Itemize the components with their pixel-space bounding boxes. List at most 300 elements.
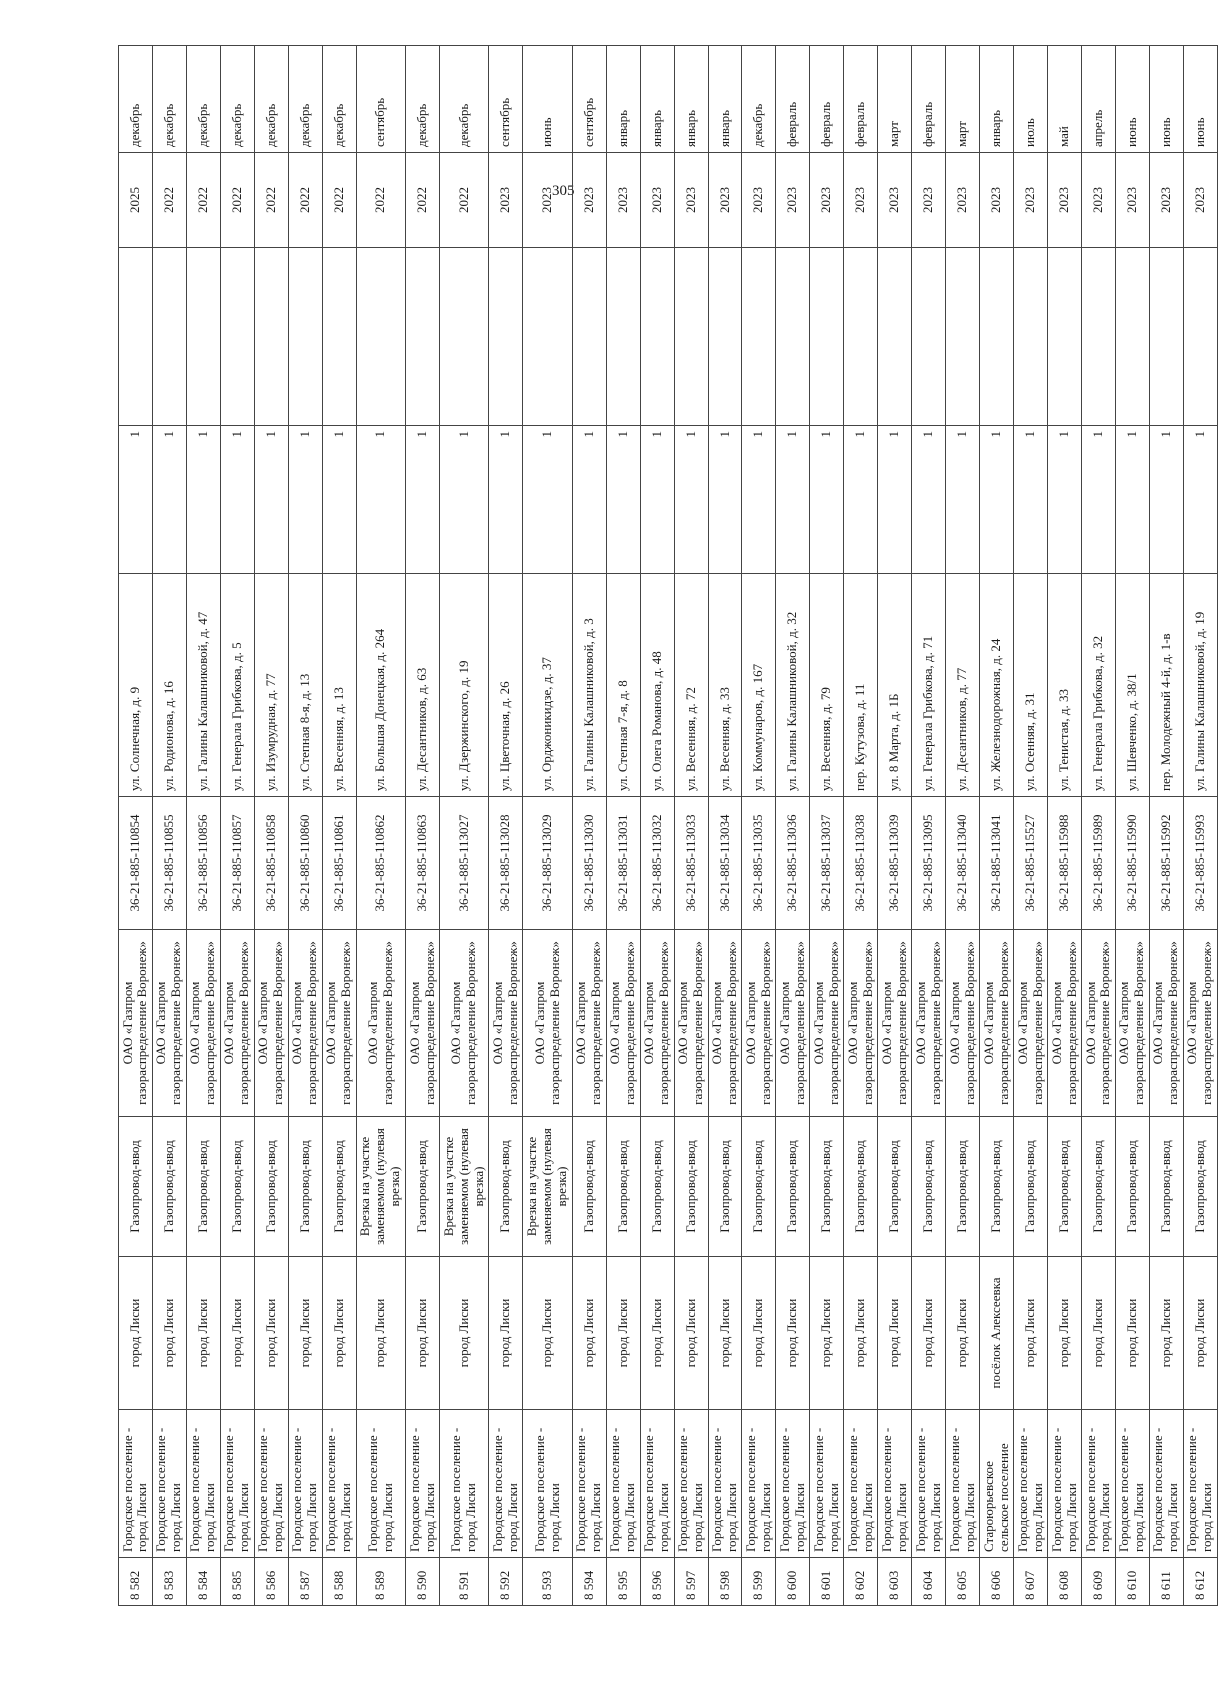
table-row	[523, 46, 572, 1606]
cell-municipality: Городское поселение - город Лиски	[640, 1410, 674, 1558]
cell-settlement: город Лиски	[288, 1257, 322, 1410]
cell-owner: ОАО «Газпром газораспределение Воронеж»	[220, 930, 254, 1117]
cell-empty-cell	[708, 248, 742, 426]
cell-municipality: Городское поселение - город Лиски	[152, 1410, 186, 1558]
cell-address: ул. Генерала Грибкова, д. 5	[220, 574, 254, 797]
table-row	[640, 46, 674, 1606]
cell-quantity: 1	[776, 426, 810, 574]
cell-municipality: Городское поселение - город Лиски	[406, 1410, 440, 1558]
cell-year: 2022	[254, 153, 288, 248]
cell-year: 2023	[523, 153, 572, 248]
table-row	[356, 46, 405, 1606]
table-row	[912, 46, 946, 1606]
cell-owner: ОАО «Газпром газораспределение Воронеж»	[708, 930, 742, 1117]
cell-address: ул. Коммунаров, д. 167	[742, 574, 776, 797]
cell-owner: ОАО «Газпром газораспределение Воронеж»	[878, 930, 912, 1117]
cell-empty-cell	[606, 248, 640, 426]
cell-object-type: Газопровод-ввод	[1183, 1117, 1217, 1257]
cell-settlement: город Лиски	[878, 1257, 912, 1410]
cell-row-number: 8 585	[220, 1558, 254, 1606]
table-row	[946, 46, 980, 1606]
cell-address: ул. Дзержинского, д. 19	[440, 574, 489, 797]
cell-owner: ОАО «Газпром газораспределение Воронеж»	[523, 930, 572, 1117]
cell-object-code: 36-21-885-110863	[406, 797, 440, 930]
table-row	[878, 46, 912, 1606]
cell-empty-cell	[523, 248, 572, 426]
cell-row-number: 8 591	[440, 1558, 489, 1606]
cell-owner: ОАО «Газпром газораспределение Воронеж»	[356, 930, 405, 1117]
cell-municipality: Городское поселение - город Лиски	[1048, 1410, 1082, 1558]
cell-settlement: город Лиски	[254, 1257, 288, 1410]
cell-settlement: город Лиски	[776, 1257, 810, 1410]
cell-settlement: город Лиски	[674, 1257, 708, 1410]
cell-object-type: Врезка на участке заменяемом (нулевая врезка)	[356, 1117, 405, 1257]
cell-row-number: 8 584	[186, 1558, 220, 1606]
cell-municipality: Староюрьевское сельское поселение	[980, 1410, 1014, 1558]
cell-owner: ОАО «Газпром газораспределение Воронеж»	[1082, 930, 1116, 1117]
cell-municipality: Городское поселение - город Лиски	[742, 1410, 776, 1558]
cell-quantity: 1	[1014, 426, 1048, 574]
cell-settlement: город Лиски	[1149, 1257, 1183, 1410]
cell-settlement: город Лиски	[119, 1257, 153, 1410]
cell-row-number: 8 611	[1149, 1558, 1183, 1606]
cell-object-code: 36-21-885-113029	[523, 797, 572, 930]
cell-month: июнь	[1115, 46, 1149, 153]
cell-empty-cell	[440, 248, 489, 426]
cell-object-code: 36-21-885-115990	[1115, 797, 1149, 930]
cell-address: ул. Весенняя, д. 13	[322, 574, 356, 797]
cell-quantity: 1	[356, 426, 405, 574]
cell-owner: ОАО «Газпром газораспределение Воронеж»	[186, 930, 220, 1117]
cell-municipality: Городское поселение - город Лиски	[1115, 1410, 1149, 1558]
cell-municipality: Городское поселение - город Лиски	[186, 1410, 220, 1558]
cell-row-number: 8 605	[946, 1558, 980, 1606]
cell-month: декабрь	[220, 46, 254, 153]
cell-row-number: 8 607	[1014, 1558, 1048, 1606]
cell-year: 2023	[572, 153, 606, 248]
cell-month: май	[1048, 46, 1082, 153]
cell-year: 2023	[1183, 153, 1217, 248]
cell-object-type: Газопровод-ввод	[220, 1117, 254, 1257]
cell-owner: ОАО «Газпром газораспределение Воронеж»	[440, 930, 489, 1117]
cell-object-code: 36-21-885-110860	[288, 797, 322, 930]
cell-row-number: 8 601	[810, 1558, 844, 1606]
cell-settlement: город Лиски	[440, 1257, 489, 1410]
cell-empty-cell	[742, 248, 776, 426]
cell-row-number: 8 596	[640, 1558, 674, 1606]
cell-object-type: Газопровод-ввод	[1115, 1117, 1149, 1257]
cell-owner: ОАО «Газпром газораспределение Воронеж»	[1183, 930, 1217, 1117]
cell-settlement: город Лиски	[742, 1257, 776, 1410]
cell-row-number: 8 593	[523, 1558, 572, 1606]
cell-month: декабрь	[322, 46, 356, 153]
cell-empty-cell	[119, 248, 153, 426]
cell-owner: ОАО «Газпром газораспределение Воронеж»	[322, 930, 356, 1117]
cell-object-type: Газопровод-ввод	[288, 1117, 322, 1257]
cell-year: 2023	[1082, 153, 1116, 248]
table-row	[742, 46, 776, 1606]
table-row	[288, 46, 322, 1606]
cell-object-type: Газопровод-ввод	[152, 1117, 186, 1257]
cell-empty-cell	[844, 248, 878, 426]
cell-quantity: 1	[406, 426, 440, 574]
cell-address: ул. Галины Калашниковой, д. 3	[572, 574, 606, 797]
cell-row-number: 8 606	[980, 1558, 1014, 1606]
cell-row-number: 8 609	[1082, 1558, 1116, 1606]
cell-object-code: 36-21-885-113030	[572, 797, 606, 930]
cell-object-code: 36-21-885-115988	[1048, 797, 1082, 930]
cell-quantity: 1	[640, 426, 674, 574]
cell-year: 2023	[1014, 153, 1048, 248]
cell-object-type: Газопровод-ввод	[946, 1117, 980, 1257]
cell-owner: ОАО «Газпром газораспределение Воронеж»	[810, 930, 844, 1117]
cell-quantity: 1	[946, 426, 980, 574]
cell-row-number: 8 594	[572, 1558, 606, 1606]
cell-empty-cell	[1082, 248, 1116, 426]
cell-settlement: город Лиски	[708, 1257, 742, 1410]
cell-month: июнь	[1149, 46, 1183, 153]
cell-municipality: Городское поселение - город Лиски	[708, 1410, 742, 1558]
table-row	[119, 46, 153, 1606]
cell-settlement: город Лиски	[844, 1257, 878, 1410]
cell-month: апрель	[1082, 46, 1116, 153]
cell-month: декабрь	[406, 46, 440, 153]
cell-empty-cell	[1014, 248, 1048, 426]
cell-settlement: город Лиски	[572, 1257, 606, 1410]
cell-address: ул. Десантников, д. 77	[946, 574, 980, 797]
cell-owner: ОАО «Газпром газораспределение Воронеж»	[674, 930, 708, 1117]
cell-quantity: 1	[1115, 426, 1149, 574]
cell-municipality: Городское поселение - город Лиски	[844, 1410, 878, 1558]
cell-municipality: Городское поселение - город Лиски	[254, 1410, 288, 1558]
cell-quantity: 1	[912, 426, 946, 574]
cell-owner: ОАО «Газпром газораспределение Воронеж»	[1115, 930, 1149, 1117]
cell-row-number: 8 610	[1115, 1558, 1149, 1606]
cell-object-type: Газопровод-ввод	[844, 1117, 878, 1257]
cell-month: январь	[980, 46, 1014, 153]
cell-year: 2023	[640, 153, 674, 248]
cell-row-number: 8 598	[708, 1558, 742, 1606]
cell-row-number: 8 586	[254, 1558, 288, 1606]
cell-object-type: Газопровод-ввод	[708, 1117, 742, 1257]
cell-owner: ОАО «Газпром газораспределение Воронеж»	[152, 930, 186, 1117]
cell-municipality: Городское поселение - город Лиски	[572, 1410, 606, 1558]
cell-object-code: 36-21-885-113033	[674, 797, 708, 930]
cell-object-code: 36-21-885-115989	[1082, 797, 1116, 930]
cell-municipality: Городское поселение - город Лиски	[440, 1410, 489, 1558]
cell-empty-cell	[1115, 248, 1149, 426]
cell-row-number: 8 604	[912, 1558, 946, 1606]
cell-month: декабрь	[288, 46, 322, 153]
cell-year: 2022	[322, 153, 356, 248]
cell-municipality: Городское поселение - город Лиски	[810, 1410, 844, 1558]
cell-quantity: 1	[810, 426, 844, 574]
cell-row-number: 8 600	[776, 1558, 810, 1606]
cell-object-type: Газопровод-ввод	[322, 1117, 356, 1257]
cell-quantity: 1	[523, 426, 572, 574]
cell-year: 2023	[1048, 153, 1082, 248]
cell-municipality: Городское поселение - город Лиски	[776, 1410, 810, 1558]
cell-object-type: Газопровод-ввод	[606, 1117, 640, 1257]
cell-address: ул. Тенистая, д. 33	[1048, 574, 1082, 797]
cell-year: 2023	[912, 153, 946, 248]
cell-row-number: 8 590	[406, 1558, 440, 1606]
cell-settlement: город Лиски	[1082, 1257, 1116, 1410]
cell-object-type: Газопровод-ввод	[1048, 1117, 1082, 1257]
cell-municipality: Городское поселение - город Лиски	[878, 1410, 912, 1558]
cell-settlement: город Лиски	[640, 1257, 674, 1410]
cell-quantity: 1	[878, 426, 912, 574]
cell-month: февраль	[776, 46, 810, 153]
table-row	[708, 46, 742, 1606]
cell-month: январь	[606, 46, 640, 153]
cell-quantity: 1	[606, 426, 640, 574]
cell-empty-cell	[406, 248, 440, 426]
cell-row-number: 8 597	[674, 1558, 708, 1606]
cell-year: 2022	[152, 153, 186, 248]
cell-empty-cell	[674, 248, 708, 426]
cell-quantity: 1	[322, 426, 356, 574]
cell-object-type: Газопровод-ввод	[572, 1117, 606, 1257]
cell-address: ул. Степная 7-я, д. 8	[606, 574, 640, 797]
cell-address: ул. Родионова, д. 16	[152, 574, 186, 797]
cell-month: февраль	[844, 46, 878, 153]
cell-month: сентябрь	[356, 46, 405, 153]
cell-settlement: город Лиски	[152, 1257, 186, 1410]
cell-address: ул. Железнодорожная, д. 24	[980, 574, 1014, 797]
cell-row-number: 8 589	[356, 1558, 405, 1606]
cell-year: 2023	[708, 153, 742, 248]
cell-owner: ОАО «Газпром газораспределение Воронеж»	[489, 930, 523, 1117]
cell-quantity: 1	[1048, 426, 1082, 574]
cell-empty-cell	[186, 248, 220, 426]
cell-object-type: Газопровод-ввод	[1149, 1117, 1183, 1257]
cell-municipality: Городское поселение - город Лиски	[119, 1410, 153, 1558]
cell-year: 2022	[406, 153, 440, 248]
cell-owner: ОАО «Газпром газораспределение Воронеж»	[406, 930, 440, 1117]
cell-quantity: 1	[572, 426, 606, 574]
table-row	[674, 46, 708, 1606]
cell-month: январь	[674, 46, 708, 153]
cell-quantity: 1	[708, 426, 742, 574]
cell-object-type: Газопровод-ввод	[1014, 1117, 1048, 1257]
table-row	[1149, 46, 1183, 1606]
cell-quantity: 1	[220, 426, 254, 574]
cell-quantity: 1	[1183, 426, 1217, 574]
cell-row-number: 8 608	[1048, 1558, 1082, 1606]
cell-object-code: 36-21-885-113040	[946, 797, 980, 930]
cell-object-code: 36-21-885-113037	[810, 797, 844, 930]
cell-object-code: 36-21-885-113041	[980, 797, 1014, 930]
cell-year: 2022	[356, 153, 405, 248]
cell-row-number: 8 595	[606, 1558, 640, 1606]
cell-object-code: 36-21-885-110858	[254, 797, 288, 930]
cell-object-code: 36-21-885-110856	[186, 797, 220, 930]
cell-object-code: 36-21-885-115527	[1014, 797, 1048, 930]
cell-municipality: Городское поселение - город Лиски	[489, 1410, 523, 1558]
cell-year: 2023	[810, 153, 844, 248]
cell-municipality: Городское поселение - город Лиски	[1082, 1410, 1116, 1558]
cell-month: декабрь	[440, 46, 489, 153]
cell-row-number: 8 592	[489, 1558, 523, 1606]
cell-object-code: 36-21-885-113035	[742, 797, 776, 930]
page-number: 305	[552, 183, 575, 199]
cell-year: 2023	[1115, 153, 1149, 248]
cell-address: ул. Орджоникидзе, д. 37	[523, 574, 572, 797]
table-row	[440, 46, 489, 1606]
cell-address: ул. Генерала Грибкова, д. 32	[1082, 574, 1116, 797]
table-row	[1082, 46, 1116, 1606]
cell-owner: ОАО «Газпром газораспределение Воронеж»	[254, 930, 288, 1117]
rotated-table-wrapper	[118, 46, 1218, 1606]
cell-row-number: 8 602	[844, 1558, 878, 1606]
table-row	[322, 46, 356, 1606]
cell-object-code: 36-21-885-110855	[152, 797, 186, 930]
cell-object-code: 36-21-885-113038	[844, 797, 878, 930]
cell-object-code: 36-21-885-113034	[708, 797, 742, 930]
cell-month: январь	[640, 46, 674, 153]
cell-settlement: город Лиски	[810, 1257, 844, 1410]
cell-row-number: 8 612	[1183, 1558, 1217, 1606]
table-row	[186, 46, 220, 1606]
cell-year: 2023	[878, 153, 912, 248]
cell-object-code: 36-21-885-113095	[912, 797, 946, 930]
cell-object-code: 36-21-885-110862	[356, 797, 405, 930]
cell-address: ул. Весенняя, д. 79	[810, 574, 844, 797]
table-row	[606, 46, 640, 1606]
cell-empty-cell	[489, 248, 523, 426]
cell-month: декабрь	[119, 46, 153, 153]
cell-address: ул. Весенняя, д. 33	[708, 574, 742, 797]
cell-owner: ОАО «Газпром газораспределение Воронеж»	[1014, 930, 1048, 1117]
cell-row-number: 8 588	[322, 1558, 356, 1606]
cell-address: ул. Галины Калашниковой, д. 19	[1183, 574, 1217, 797]
table-row	[980, 46, 1014, 1606]
cell-quantity: 1	[980, 426, 1014, 574]
cell-month: март	[946, 46, 980, 153]
cell-object-type: Газопровод-ввод	[406, 1117, 440, 1257]
cell-object-code: 36-21-885-115992	[1149, 797, 1183, 930]
cell-settlement: город Лиски	[186, 1257, 220, 1410]
cell-owner: ОАО «Газпром газораспределение Воронеж»	[946, 930, 980, 1117]
cell-owner: ОАО «Газпром газораспределение Воронеж»	[912, 930, 946, 1117]
cell-year: 2022	[440, 153, 489, 248]
cell-owner: ОАО «Газпром газораспределение Воронеж»	[572, 930, 606, 1117]
cell-empty-cell	[152, 248, 186, 426]
cell-empty-cell	[946, 248, 980, 426]
table-row	[489, 46, 523, 1606]
cell-object-type: Газопровод-ввод	[489, 1117, 523, 1257]
cell-month: сентябрь	[489, 46, 523, 153]
cell-quantity: 1	[440, 426, 489, 574]
cell-month: февраль	[810, 46, 844, 153]
cell-address: ул. 8 Марта, д. 1Б	[878, 574, 912, 797]
cell-year: 2022	[220, 153, 254, 248]
cell-row-number: 8 599	[742, 1558, 776, 1606]
cell-month: декабрь	[742, 46, 776, 153]
cell-year: 2023	[742, 153, 776, 248]
cell-empty-cell	[640, 248, 674, 426]
cell-object-code: 36-21-885-113031	[606, 797, 640, 930]
cell-settlement: город Лиски	[1014, 1257, 1048, 1410]
cell-settlement: город Лиски	[946, 1257, 980, 1410]
cell-owner: ОАО «Газпром газораспределение Воронеж»	[742, 930, 776, 1117]
cell-settlement: город Лиски	[322, 1257, 356, 1410]
cell-address: ул. Галины Калашниковой, д. 32	[776, 574, 810, 797]
cell-month: февраль	[912, 46, 946, 153]
cell-year: 2023	[606, 153, 640, 248]
cell-empty-cell	[572, 248, 606, 426]
cell-owner: ОАО «Газпром газораспределение Воронеж»	[1048, 930, 1082, 1117]
cell-owner: ОАО «Газпром газораспределение Воронеж»	[776, 930, 810, 1117]
cell-year: 2025	[119, 153, 153, 248]
table-row	[1014, 46, 1048, 1606]
table-row	[254, 46, 288, 1606]
cell-settlement: город Лиски	[1183, 1257, 1217, 1410]
cell-owner: ОАО «Газпром газораспределение Воронеж»	[640, 930, 674, 1117]
table-row	[572, 46, 606, 1606]
cell-quantity: 1	[119, 426, 153, 574]
cell-address: ул. Степная 8-я, д. 13	[288, 574, 322, 797]
table-row	[220, 46, 254, 1606]
cell-quantity: 1	[1149, 426, 1183, 574]
cell-month: сентябрь	[572, 46, 606, 153]
cell-settlement: город Лиски	[523, 1257, 572, 1410]
table-row	[844, 46, 878, 1606]
cell-month: март	[878, 46, 912, 153]
cell-row-number: 8 587	[288, 1558, 322, 1606]
cell-month: июль	[1014, 46, 1048, 153]
cell-address: ул. Галины Калашниковой, д. 47	[186, 574, 220, 797]
cell-empty-cell	[980, 248, 1014, 426]
cell-owner: ОАО «Газпром газораспределение Воронеж»	[980, 930, 1014, 1117]
cell-object-code: 36-21-885-113039	[878, 797, 912, 930]
cell-municipality: Городское поселение - город Лиски	[1014, 1410, 1048, 1558]
cell-municipality: Городское поселение - город Лиски	[356, 1410, 405, 1558]
cell-address: ул. Весенняя, д. 72	[674, 574, 708, 797]
cell-empty-cell	[912, 248, 946, 426]
cell-year: 2023	[844, 153, 878, 248]
cell-object-code: 36-21-885-115993	[1183, 797, 1217, 930]
cell-settlement: город Лиски	[356, 1257, 405, 1410]
cell-settlement: город Лиски	[606, 1257, 640, 1410]
cell-row-number: 8 603	[878, 1558, 912, 1606]
cell-object-type: Газопровод-ввод	[674, 1117, 708, 1257]
cell-settlement: город Лиски	[912, 1257, 946, 1410]
cell-object-code: 36-21-885-110854	[119, 797, 153, 930]
cell-empty-cell	[776, 248, 810, 426]
cell-object-type: Газопровод-ввод	[119, 1117, 153, 1257]
cell-row-number: 8 583	[152, 1558, 186, 1606]
cell-empty-cell	[220, 248, 254, 426]
cell-empty-cell	[878, 248, 912, 426]
cell-object-type: Газопровод-ввод	[912, 1117, 946, 1257]
cell-address: ул. Шевченко, д. 38/1	[1115, 574, 1149, 797]
cell-address: пер. Кутузова, д. 11	[844, 574, 878, 797]
cell-object-type: Газопровод-ввод	[776, 1117, 810, 1257]
cell-object-type: Газопровод-ввод	[980, 1117, 1014, 1257]
cell-address: ул. Осенняя, д. 31	[1014, 574, 1048, 797]
cell-empty-cell	[254, 248, 288, 426]
cell-municipality: Городское поселение - город Лиски	[1149, 1410, 1183, 1558]
cell-object-type: Газопровод-ввод	[810, 1117, 844, 1257]
cell-address: ул. Солнечная, д. 9	[119, 574, 153, 797]
cell-year: 2023	[674, 153, 708, 248]
cell-municipality: Городское поселение - город Лиски	[523, 1410, 572, 1558]
cell-empty-cell	[356, 248, 405, 426]
cell-municipality: Городское поселение - город Лиски	[946, 1410, 980, 1558]
cell-month: декабрь	[254, 46, 288, 153]
